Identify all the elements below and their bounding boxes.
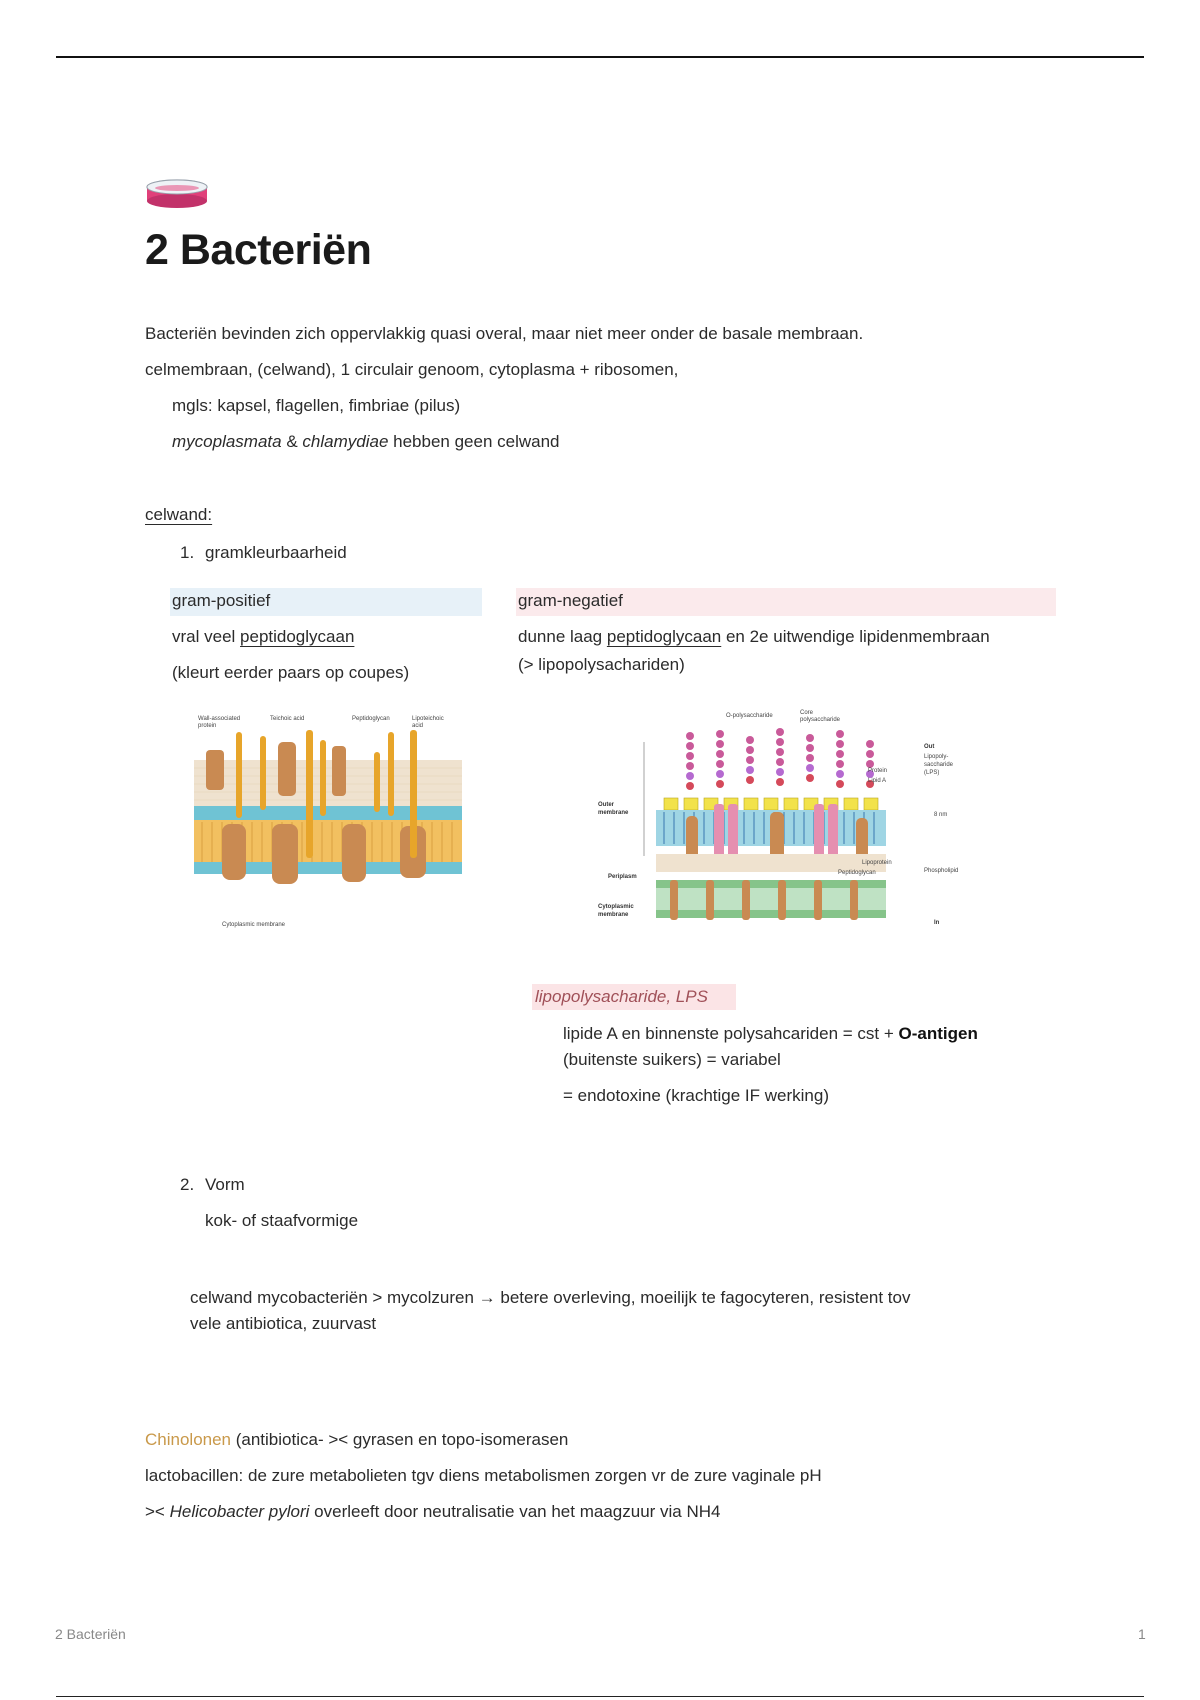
svg-text:Lipid A: Lipid A (868, 778, 887, 784)
gram-negative-diagram (594, 706, 974, 932)
list-number: 1. (180, 543, 195, 562)
intro-line: mgls: kapsel, flagellen, fimbriae (pilus) (172, 396, 461, 415)
mycobacteria-text: vele antibiotica, zuurvast (190, 1314, 377, 1333)
page-number: 1 (1138, 1626, 1146, 1642)
italic-term: mycoplasmata (172, 432, 282, 451)
chinolonen-text: Chinolonen (antibiotica- >< gyrasen en topo-isomerasen (145, 1430, 569, 1449)
svg-text:membrane: membrane (598, 912, 629, 918)
svg-text:membrane: membrane (598, 810, 629, 816)
gram-positive-diagram (192, 712, 472, 932)
svg-text:Out: Out (924, 744, 935, 750)
gram-positive-text: (kleurt eerder paars op coupes) (172, 663, 410, 682)
svg-text:Periplasm: Periplasm (608, 874, 637, 880)
svg-text:8 nm: 8 nm (934, 812, 948, 818)
svg-text:Outer: Outer (598, 802, 615, 808)
intro-line: Bacteriën bevinden zich oppervlakkig quasi overal, maar niet meer onder de basale membraan. (145, 324, 864, 343)
page-title: 2 Bacteriën (145, 226, 372, 274)
list-number: 2. (180, 1175, 195, 1194)
intro-line: mycoplasmata & chlamydiae hebben geen celwand (172, 432, 560, 451)
list-item: gramkleurbaarheid (205, 543, 347, 562)
intro-line: celmembraan, (celwand), 1 circulair genoom, cytoplasma + ribosomen, (145, 360, 679, 379)
svg-text:Protein: Protein (868, 768, 888, 774)
svg-text:Lipopoly-: Lipopoly- (924, 754, 949, 760)
section-heading: celwand: (145, 505, 213, 524)
lps-text: = endotoxine (krachtige IF werking) (563, 1086, 829, 1105)
helicobacter-text: >< Helicobacter pylori overleeft door neutralisatie van het maagzuur via NH4 (145, 1502, 721, 1521)
svg-text:acid: acid (412, 723, 424, 729)
svg-text:Peptidoglycan: Peptidoglycan (352, 716, 390, 722)
svg-text:Lipoteichoic: Lipoteichoic (412, 716, 444, 722)
svg-text:Cytoplasmic membrane: Cytoplasmic membrane (222, 922, 286, 928)
gram-positive-label: gram-positief (172, 591, 271, 610)
svg-text:Wall-associated: Wall-associated (198, 716, 241, 722)
svg-text:Phospholipid: Phospholipid (924, 868, 959, 874)
svg-text:Cytoplasmic: Cytoplasmic (598, 904, 634, 910)
svg-text:protein: protein (198, 723, 217, 729)
petri-dish-icon (145, 178, 209, 210)
footer-title: 2 Bacteriën (55, 1626, 126, 1642)
svg-text:Peptidoglycan: Peptidoglycan (838, 870, 876, 876)
list-item: Vorm (205, 1175, 245, 1194)
svg-text:Teichoic acid: Teichoic acid (270, 716, 305, 722)
svg-text:(LPS): (LPS) (924, 770, 940, 776)
lactobacillen-text: lactobacillen: de zure metabolieten tgv diens metabolismen zorgen vr de zure vaginale pH (145, 1466, 822, 1485)
svg-text:Lipoprotein: Lipoprotein (862, 860, 892, 866)
chinolonen-term: Chinolonen (145, 1430, 232, 1449)
svg-text:In: In (934, 920, 940, 926)
gram-negative-text: (> lipopolysachariden) (518, 655, 685, 674)
mycobacteria-text: celwand mycobacteriën > mycolzuren → betere overleving, moeilijk te fagocyteren, resistent tov (190, 1288, 911, 1307)
lps-text: (buitenste suikers) = variabel (563, 1050, 781, 1069)
svg-text:polysaccharide: polysaccharide (800, 717, 841, 723)
bottom-rule (56, 1696, 1144, 1697)
list-subitem: kok- of staafvormige (205, 1211, 359, 1230)
italic-term: chlamydiae (302, 432, 389, 451)
gram-negative-text: dunne laag peptidoglycaan en 2e uitwendige lipidenmembraan (518, 627, 990, 646)
svg-text:Core: Core (800, 710, 814, 716)
lps-label: lipopolysacharide, LPS (535, 987, 708, 1006)
gram-negative-label: gram-negatief (518, 591, 623, 610)
lps-text: lipide A en binnenste polysahcariden = cst + O-antigen (563, 1024, 978, 1043)
top-rule (56, 56, 1144, 58)
gram-positive-text: vral veel peptidoglycaan (172, 627, 355, 646)
svg-text:saccharide: saccharide (924, 762, 954, 768)
svg-text:O-polysaccharide: O-polysaccharide (726, 713, 773, 719)
